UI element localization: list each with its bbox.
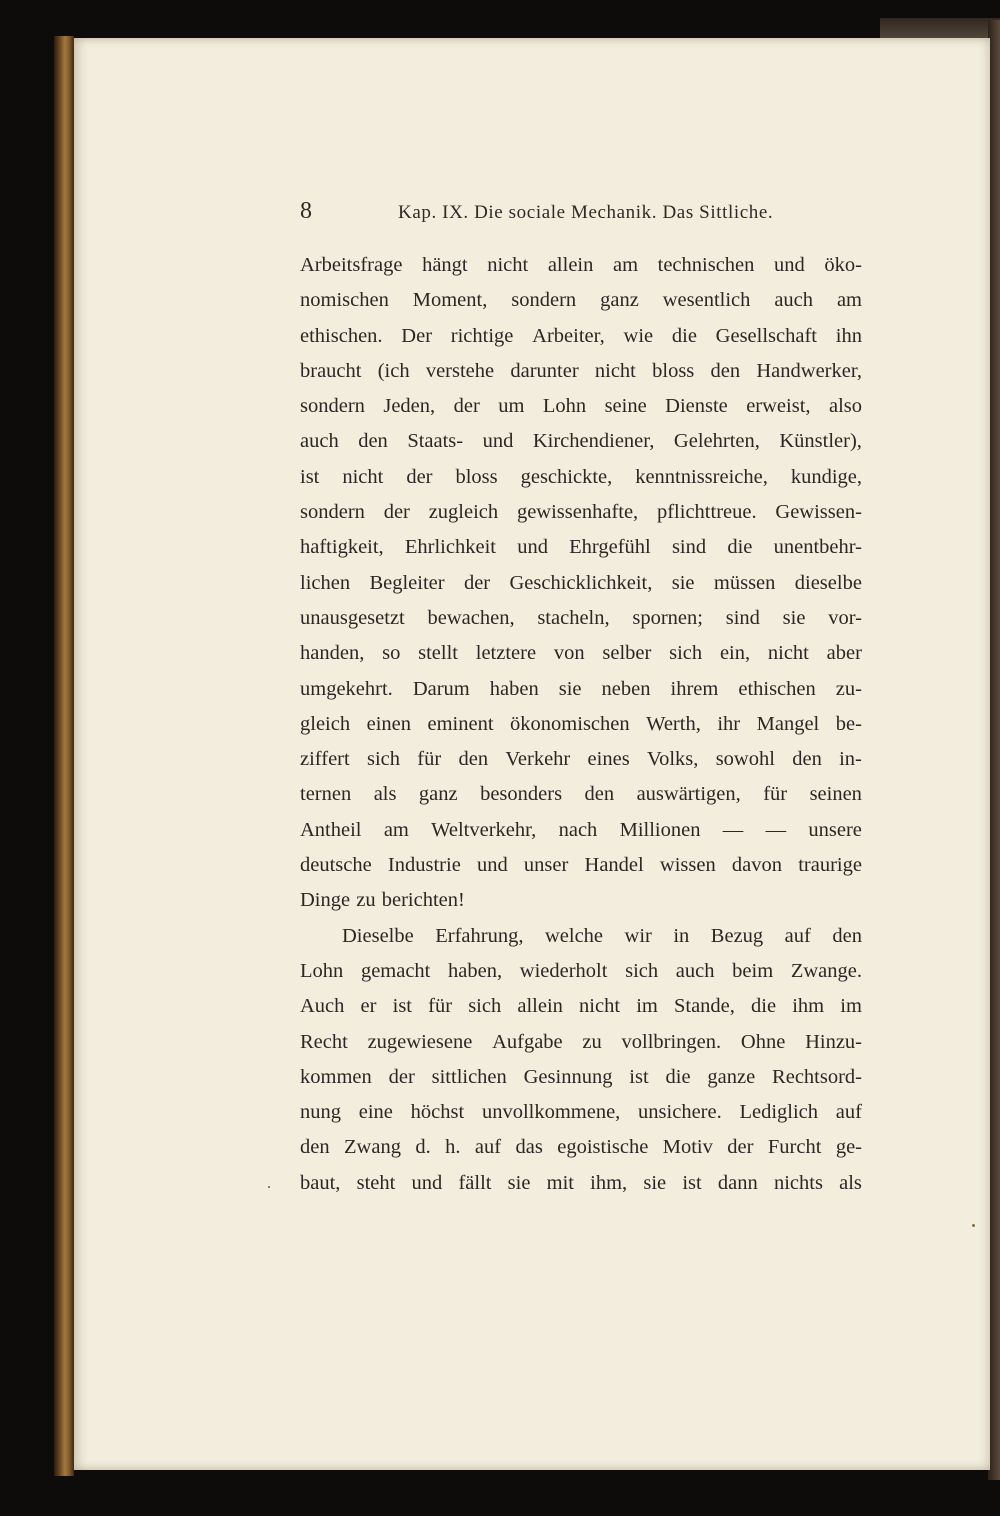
text-line: sondern der zugleich gewissenhafte, pflichttreue. Gewissen- [300,501,862,524]
paper-speck [268,1186,270,1188]
text-line: ist nicht der bloss geschickte, kenntnissreiche, kundige, [300,465,862,488]
text-line: braucht (ich verstehe darunter nicht bloss den Handwerker, [300,359,862,382]
text-line: Antheil am Weltverkehr, nach Millionen — — unsere [300,818,862,841]
text-line: Arbeitsfrage hängt nicht allein am technischen und öko- [300,254,862,276]
body-text [300,248,862,1201]
text-line: kommen der sittlichen Gesinnung ist die ganze Rechtsord- [300,1065,862,1088]
text-line: ethischen. Der richtige Arbeiter, wie die Gesellschaft ihn [300,324,862,347]
text-line: umgekehrt. Darum haben sie neben ihrem ethischen zu- [300,677,862,700]
text-line: nomischen Moment, sondern ganz wesentlich auch am [300,289,862,312]
text-line: handen, so stellt letztere von selber sich ein, nicht aber [300,642,862,665]
text-line: deutsche Industrie und unser Handel wissen davon traurige [300,854,862,877]
book-spine-edge [54,36,74,1476]
text-line: Dieselbe Erfahrung, welche wir in Bezug auf den [342,924,862,947]
text-line: den Zwang d. h. auf das egoistische Motiv der Furcht ge- [300,1136,862,1159]
text-line: auch den Staats- und Kirchendiener, Gelehrten, Künstler), [300,430,862,453]
text-line: sondern Jeden, der um Lohn seine Dienste erweist, also [300,395,862,418]
running-title: Kap. IX. Die sociale Mechanik. Das Sittliche. [398,202,774,223]
page-header [300,198,862,232]
text-line: Lohn gemacht haben, wiederholt sich auch beim Zwange. [300,959,862,982]
page-number: 8 [300,198,312,224]
text-line: Dinge zu berichten! [300,889,465,912]
text-line: baut, steht und fällt sie mit ihm, sie ist dann nichts als [300,1171,862,1194]
text-line: lichen Begleiter der Geschicklichkeit, sie müssen dieselbe [300,571,862,594]
text-line: nung eine höchst unvollkommene, unsichere. Lediglich auf [300,1101,862,1124]
text-line: unausgesetzt bewachen, stacheln, spornen; sind sie vor- [300,606,862,629]
text-line: ternen als ganz besonders den auswärtigen, für seinen [300,783,862,806]
text-line: ziffert sich für den Verkehr eines Volks, sowohl den in- [300,748,862,771]
text-line: Recht zugewiesene Aufgabe zu vollbringen. Ohne Hinzu- [300,1030,862,1053]
paper-speck [972,1224,975,1227]
text-line: gleich einen eminent ökonomischen Werth, ihr Mangel be- [300,712,862,735]
text-line: Auch er ist für sich allein nicht im Stande, die ihm im [300,995,862,1018]
text-line: haftigkeit, Ehrlichkeit und Ehrgefühl sind die unentbehr- [300,536,862,559]
